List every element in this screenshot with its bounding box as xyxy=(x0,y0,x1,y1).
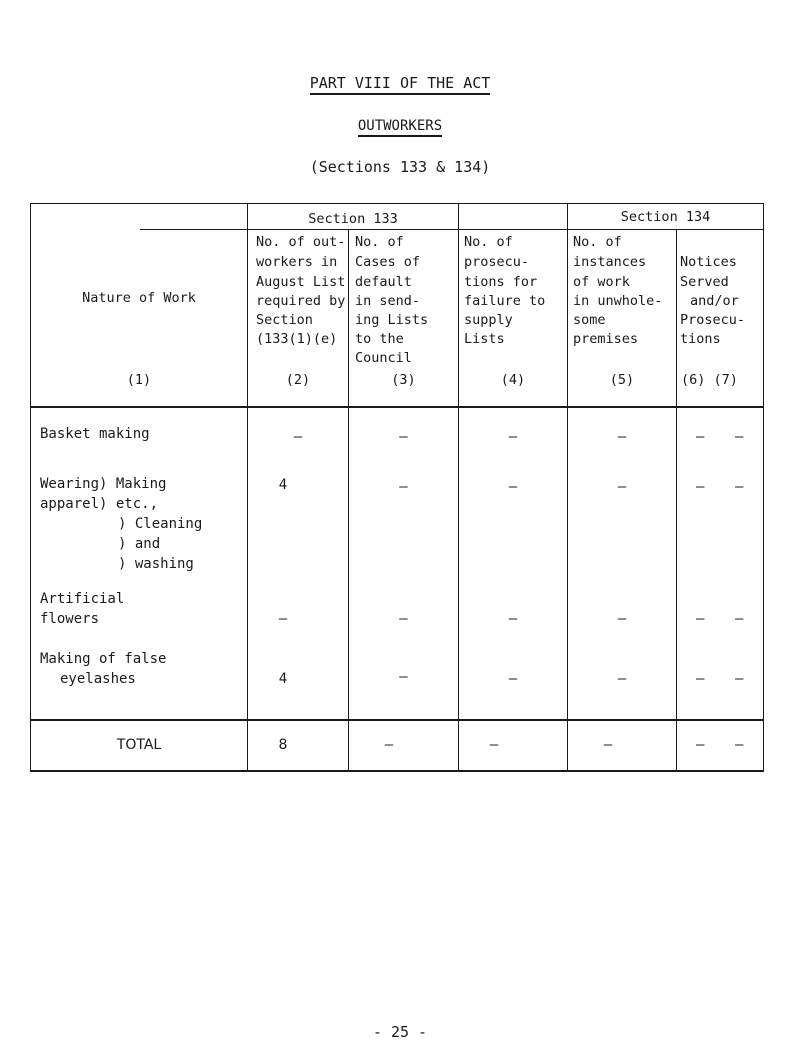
cell-prosecutions: – xyxy=(508,479,518,495)
header-bottom-rule xyxy=(30,406,764,408)
total-prosecutions: – xyxy=(489,737,499,753)
cell-default: – xyxy=(399,479,408,495)
cell-default: – xyxy=(399,429,408,445)
cell-unwholesome: – xyxy=(617,429,627,445)
row-label: ) Cleaning xyxy=(118,516,203,532)
cell-unwholesome: – xyxy=(617,611,627,627)
cell-outworkers: – xyxy=(293,429,303,445)
table-right-border xyxy=(763,203,764,771)
cell-prosecutions: – xyxy=(508,429,518,445)
cell-notices: – xyxy=(696,429,705,445)
cell-unwholesome: – xyxy=(617,671,627,687)
cell-prosecutions-served: – xyxy=(735,671,744,687)
group-header-rule xyxy=(140,229,764,230)
table-top-border xyxy=(30,203,764,204)
cell-outworkers: – xyxy=(278,611,288,627)
row-label: ) washing xyxy=(118,556,194,572)
column-number-4: (4) xyxy=(500,372,526,388)
total-unwholesome: – xyxy=(603,737,613,753)
column-divider-5 xyxy=(676,229,677,771)
row-label: Artificial xyxy=(40,591,125,607)
row-label: apparel) etc., xyxy=(40,496,159,512)
row-label: eyelashes xyxy=(60,671,136,687)
total-prosecutions-served: – xyxy=(735,737,744,753)
total-top-rule xyxy=(30,719,764,721)
row-label: Wearing) Making xyxy=(40,476,167,492)
column-number-1: (1) xyxy=(126,372,152,388)
group-header-section-134: Section 134 xyxy=(620,209,711,225)
page-number: - 25 - xyxy=(372,1023,428,1041)
cell-notices: – xyxy=(696,479,705,495)
column-number-3: (3) xyxy=(391,372,416,388)
cell-default: – xyxy=(399,669,408,685)
cell-unwholesome: – xyxy=(617,479,627,495)
cell-notices: – xyxy=(696,611,705,627)
cell-prosecutions-served: – xyxy=(735,429,744,445)
cell-prosecutions-served: – xyxy=(735,611,744,627)
total-label: TOTAL xyxy=(116,737,162,753)
page-title: PART VIII OF THE ACT xyxy=(0,76,800,91)
table-left-border xyxy=(30,203,31,771)
total-outworkers: 8 xyxy=(278,737,288,753)
group-header-section-133: Section 133 xyxy=(308,211,398,227)
total-notices: – xyxy=(696,737,705,753)
cell-outworkers: 4 xyxy=(278,477,288,493)
cell-prosecutions: – xyxy=(508,611,518,627)
cell-prosecutions-served: – xyxy=(735,479,744,495)
table-bottom-border xyxy=(30,770,764,772)
column-divider-2 xyxy=(348,229,349,771)
column-header-nature-of-work: Nature of Work xyxy=(82,290,196,306)
cell-outworkers: 4 xyxy=(278,671,288,687)
column-number-2: (2) xyxy=(285,372,311,388)
cell-prosecutions: – xyxy=(508,671,518,687)
row-label: ) and xyxy=(118,536,161,552)
row-label: Basket making xyxy=(40,426,150,442)
page-subtitle: OUTWORKERS xyxy=(0,119,800,133)
total-default: – xyxy=(384,737,394,753)
row-label: flowers xyxy=(40,611,100,627)
cell-default: – xyxy=(399,611,408,627)
cell-notices: – xyxy=(696,671,705,687)
row-label: Making of false xyxy=(40,651,167,667)
column-number-5: (5) xyxy=(609,372,635,388)
column-number-6-7: (6) (7) xyxy=(681,372,738,388)
page-sections-reference: (Sections 133 & 134) xyxy=(309,158,491,176)
